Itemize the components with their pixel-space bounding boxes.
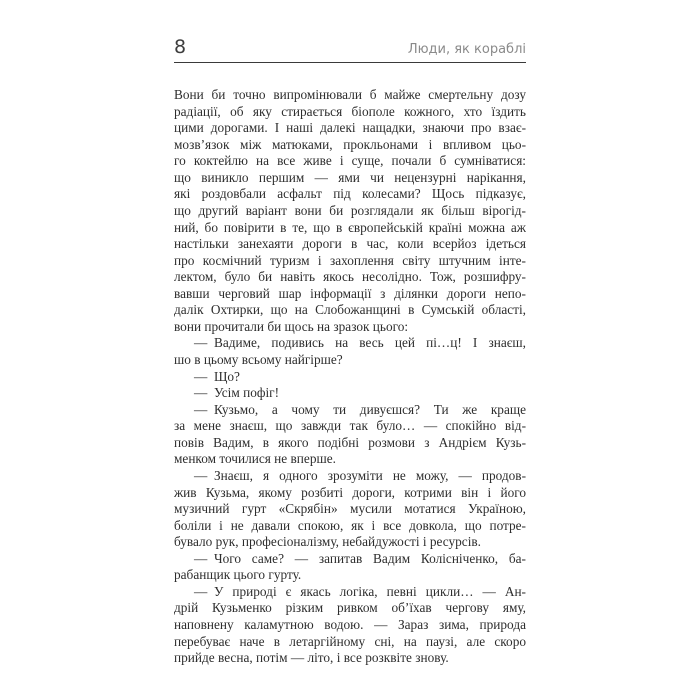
text-line: — Кузьмо, а чому ти дивуєшся? Ти же краще xyxy=(194,401,526,417)
text-line: дрій Кузьменко різким ривком об’їхав чергову яму, xyxy=(174,600,526,616)
text-line: го коктейлю на все живе і суще, почали б сумніватися: xyxy=(174,153,526,169)
text-line: мозв’язок між матюками, прокльонами і впливом цьо- xyxy=(174,136,526,152)
text-line: Вони би точно випромінювали б майже смертельну дозу xyxy=(174,87,526,102)
text-line: далік Охтирки, що на Слобожанщині в Сумській області, xyxy=(174,302,526,318)
text-line: ний, бо повірити в те, що в європейській країні можна аж xyxy=(174,219,526,235)
text-line: жив Кузьма, якому розбиті дороги, котрими він і його xyxy=(174,484,526,500)
running-title: Люди, як кораблі xyxy=(407,42,526,57)
text-line: рабанщик цього гурту. xyxy=(174,567,302,583)
text-line: боліли і не давали спокою, як і все довкола, що потре- xyxy=(174,517,526,533)
text-line: що виникло першим — ями чи нецензурні нарікання, xyxy=(174,169,526,185)
text-line: про космічний туризм і захоплення світу штучним інте- xyxy=(174,252,526,268)
text-line: — Чого саме? — запитав Вадим Колісніченко, ба- xyxy=(194,550,526,566)
text-line: прийде весна, потім — літо, і все розквіте знову. xyxy=(174,650,449,666)
text-line: перебуває наче в летаргійному сні, на паузі, але скоро xyxy=(174,633,526,649)
header-rule xyxy=(174,62,526,63)
text-line: настільки занехаяти дороги в час, коли всерйоз ідеться xyxy=(174,236,526,252)
text-line: вавши черговий шар інформації з ділянки дороги непо- xyxy=(174,285,526,301)
text-line: повів Вадим, в якого подібні розмови з Андрієм Кузь- xyxy=(174,434,526,450)
text-line: за мене знаєш, що завжди так було… — спокійно від- xyxy=(174,418,526,434)
text-line: — Вадиме, подивись на весь цей пі…ц! І знаєш, xyxy=(194,335,526,351)
text-line: бувало рук, професіоналізму, небайдужості і ресурсів. xyxy=(174,534,482,550)
page-number: 8 xyxy=(174,36,187,58)
text-line: менком точилися не вперше. xyxy=(174,451,336,467)
text-line: — У природі є якась логіка, певні цикли… — Ан- xyxy=(194,583,526,599)
text-line: радіації, об яку стирається біополе кожного, хто їздить xyxy=(174,103,526,119)
text-line: — Знаєш, я одного зрозуміти не можу, — продов- xyxy=(194,467,526,483)
text-line: — Усім пофіг! xyxy=(194,385,280,401)
text-line: лектом, було би навіть якось несолідно. Тож, розшифру- xyxy=(174,269,526,285)
text-line: цими дорогами. І наші далекі нащадки, знаючи про взає- xyxy=(174,120,526,136)
text-line: музичний гурт «Скрябін» мусили мотатися Україною, xyxy=(174,501,526,517)
text-line: які роздовбали асфальт під колесами? Щось підказує, xyxy=(174,186,526,202)
page-header xyxy=(174,36,526,61)
text-line: шо в цьому всьому найгірше? xyxy=(174,352,343,367)
text-line: вони прочитали би щось на зразок цього: xyxy=(174,318,409,334)
text-line: — Що? xyxy=(194,368,240,384)
body-text xyxy=(174,87,526,667)
text-line: що другий варіант вони би розглядали як більш вірогід- xyxy=(174,202,526,218)
text-line: наповнену каламутною водою. — Зараз зима, природа xyxy=(174,617,526,632)
